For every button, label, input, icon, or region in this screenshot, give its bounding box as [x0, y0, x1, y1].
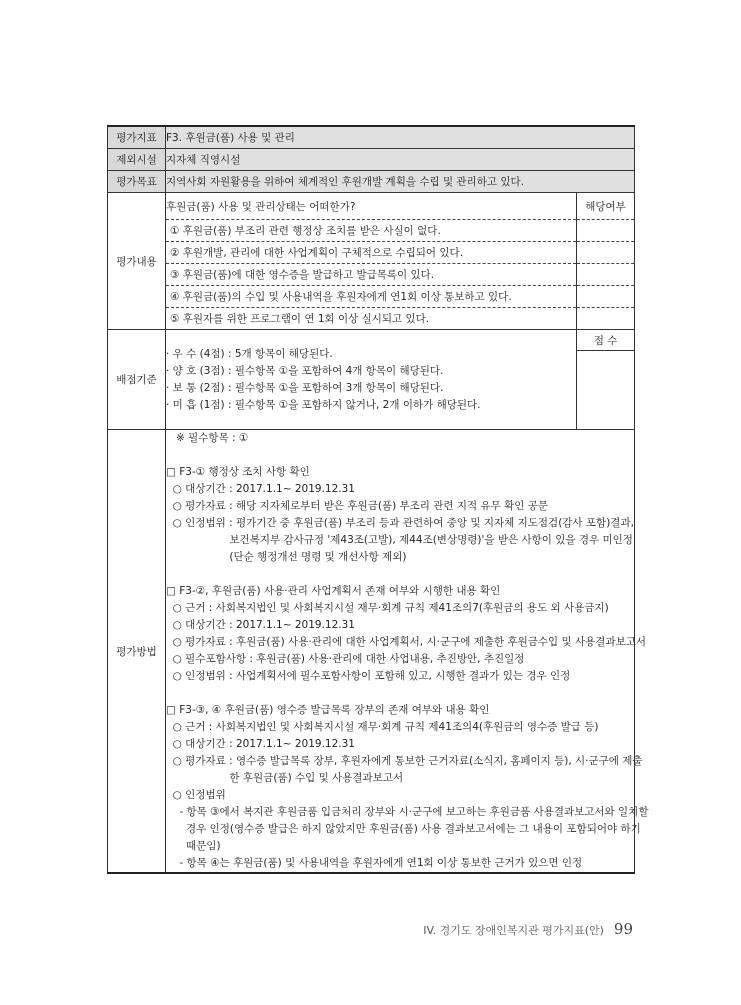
method-line: ○ 필수포함사항 : 후원금(품) 사용·관리에 대한 사업내용, 추진방안, 추진일정	[166, 653, 525, 665]
question: 후원금(품) 사용 및 관리상태는 어떠한가?	[166, 200, 356, 213]
method-line: ○ 근거 : 사회복지법인 및 사회복지시설 재무·회계 규칙 제41조의7(후원금의 용도 외 사용금지)	[166, 602, 609, 614]
method-blank-line	[166, 447, 634, 464]
method-line: ○ 대상기간 : 2017.1.1~ 2019.12.31	[166, 483, 355, 495]
applicable-cell-4[interactable]	[577, 286, 635, 308]
scoring-line-3: · 보 통 (2점) : 필수항목 ①을 포함하여 3개 항목이 해당된다.	[166, 381, 444, 394]
method-line: ○ 평가자료 : 영수증 발급목록 장부, 후원자에게 통보한 근거자료(소식지, 홈페이지 등), 시·군구에 제출	[166, 755, 643, 767]
method-line: 때문임)	[166, 840, 221, 852]
content-item-4: ④ 후원금(품)의 수입 및 사용내역을 후원자에게 연1회 이상 통보하고 있다.	[166, 286, 577, 308]
method-line: 보건복지부 감사규정 '제43조(고발), 제44조(변상명령)'을 받은 사항이 있을 경우 미인정	[166, 534, 633, 546]
method-line: ○ 근거 : 사회복지법인 및 사회복지시설 재무·회계 규칙 제41조의4(후원금의 영수증 발급 등)	[166, 721, 599, 733]
applicable-cell-5[interactable]	[577, 308, 635, 330]
page-footer	[423, 920, 633, 938]
method-cell	[166, 430, 649, 874]
content-item-1: ① 후원금(품) 부조리 관련 행정상 조치를 받은 사실이 없다.	[166, 220, 577, 242]
method-line: □ F3-②, 후원금(품) 사용·관리 사업계획서 존재 여부와 시행한 내용 확인	[166, 585, 501, 597]
excluded-value: 지자체 직영시설	[166, 149, 635, 171]
applicable-cell-3[interactable]	[577, 264, 635, 286]
content-cell	[166, 193, 635, 330]
method-line: □ F3-① 행정상 조치 사항 확인	[166, 466, 310, 478]
method-line: ※ 필수항목 : ①	[166, 432, 249, 444]
method-line: ○ 인정범위 : 사업계획서에 필수포함사항이 포함해 있고, 시행한 결과가 있는 경우 인정	[166, 670, 571, 682]
content-item-3: ③ 후원금(품)에 대한 영수증을 발급하고 발급목록이 있다.	[166, 264, 577, 286]
method-line: 경우 인정(영수증 발급은 하지 않았지만 후원금(품) 사용 결과보고서에는 그 내용이 포함되어야 하기	[166, 823, 641, 835]
scoring-line-1: · 우 수 (4점) : 5개 항목이 해당된다.	[166, 347, 333, 360]
method-label: 평가방법	[108, 430, 166, 874]
content-label: 평가내용	[108, 193, 166, 330]
footer-text: IV. 경기도 장애인복지관 평가지표(안)	[423, 924, 604, 937]
content-item-2: ② 후원개발, 관리에 대한 사업계획이 구체적으로 수립되어 있다.	[166, 242, 577, 264]
indicator-label: 평가지표	[108, 126, 166, 149]
scoring-line-4: · 미 흡 (1점) : 필수항목 ①을 포함하지 않거나, 2개 이하가 해당된다.	[166, 398, 481, 411]
method-line: - 항목 ④는 후원금(품) 및 사용내역을 후원자에게 연1회 이상 통보한 근거가 있으면 인정	[166, 857, 583, 869]
method-line: - 항목 ③에서 복지관 후원금품 입금처리 장부와 시·군구에 보고하는 후원금품 사용결과보고서와 일치할	[166, 806, 649, 818]
scoring-label: 배점기준	[108, 330, 166, 430]
goal-value: 지역사회 자원활용을 위하여 체계적인 후원개발 계획을 수립 및 관리하고 있다.	[166, 171, 635, 193]
indicator-value: F3. 후원금(품) 사용 및 관리	[166, 126, 635, 149]
excluded-label: 제외시설	[108, 149, 166, 171]
content-item-5: ⑤ 후원자를 위한 프로그램이 연 1회 이상 실시되고 있다.	[166, 308, 577, 330]
goal-label: 평가목표	[108, 171, 166, 193]
method-line: □ F3-③, ④ 후원금(품) 영수증 발급목록 장부의 존재 여부와 내용 확인	[166, 704, 490, 716]
scoring-cell	[166, 330, 635, 430]
evaluation-table	[107, 125, 649, 874]
method-line: ○ 평가자료 : 후원금(품) 사용·관리에 대한 사업계획서, 시·군구에 제출한 후원금수입 및 사용결과보고서	[166, 636, 647, 648]
page-number: 99	[613, 920, 633, 938]
method-blank-line	[166, 685, 634, 702]
applicable-label: 해당여부	[577, 193, 635, 220]
method-line: ○ 인정범위 : 평가기간 중 후원금(품) 부조리 등과 관련하여 중앙 및 지자체 지도점검(감사 포함)결과,	[166, 517, 634, 529]
score-label: 점 수	[577, 330, 635, 351]
method-line: ○ 대상기간 : 2017.1.1~ 2019.12.31	[166, 738, 355, 750]
method-line: (단순 행정개선 명령 및 개선사항 제외)	[166, 551, 407, 563]
method-line: 한 후원금(품) 수입 및 사용결과보고서	[166, 772, 404, 784]
method-line: ○ 인정범위	[166, 789, 226, 801]
applicable-cell-1[interactable]	[577, 220, 635, 242]
method-blank-line	[166, 566, 634, 583]
scoring-line-2: · 양 호 (3점) : 필수항목 ①을 포함하여 4개 항목이 해당된다.	[166, 364, 444, 377]
method-line: ○ 평가자료 : 해당 지자체로부터 받은 후원금(품) 부조리 관련 지적 유무 확인 공문	[166, 500, 549, 512]
scoring-criteria	[166, 330, 577, 429]
applicable-cell-2[interactable]	[577, 242, 635, 264]
method-line: ○ 대상기간 : 2017.1.1~ 2019.12.31	[166, 619, 355, 631]
score-value-cell[interactable]	[577, 351, 635, 430]
